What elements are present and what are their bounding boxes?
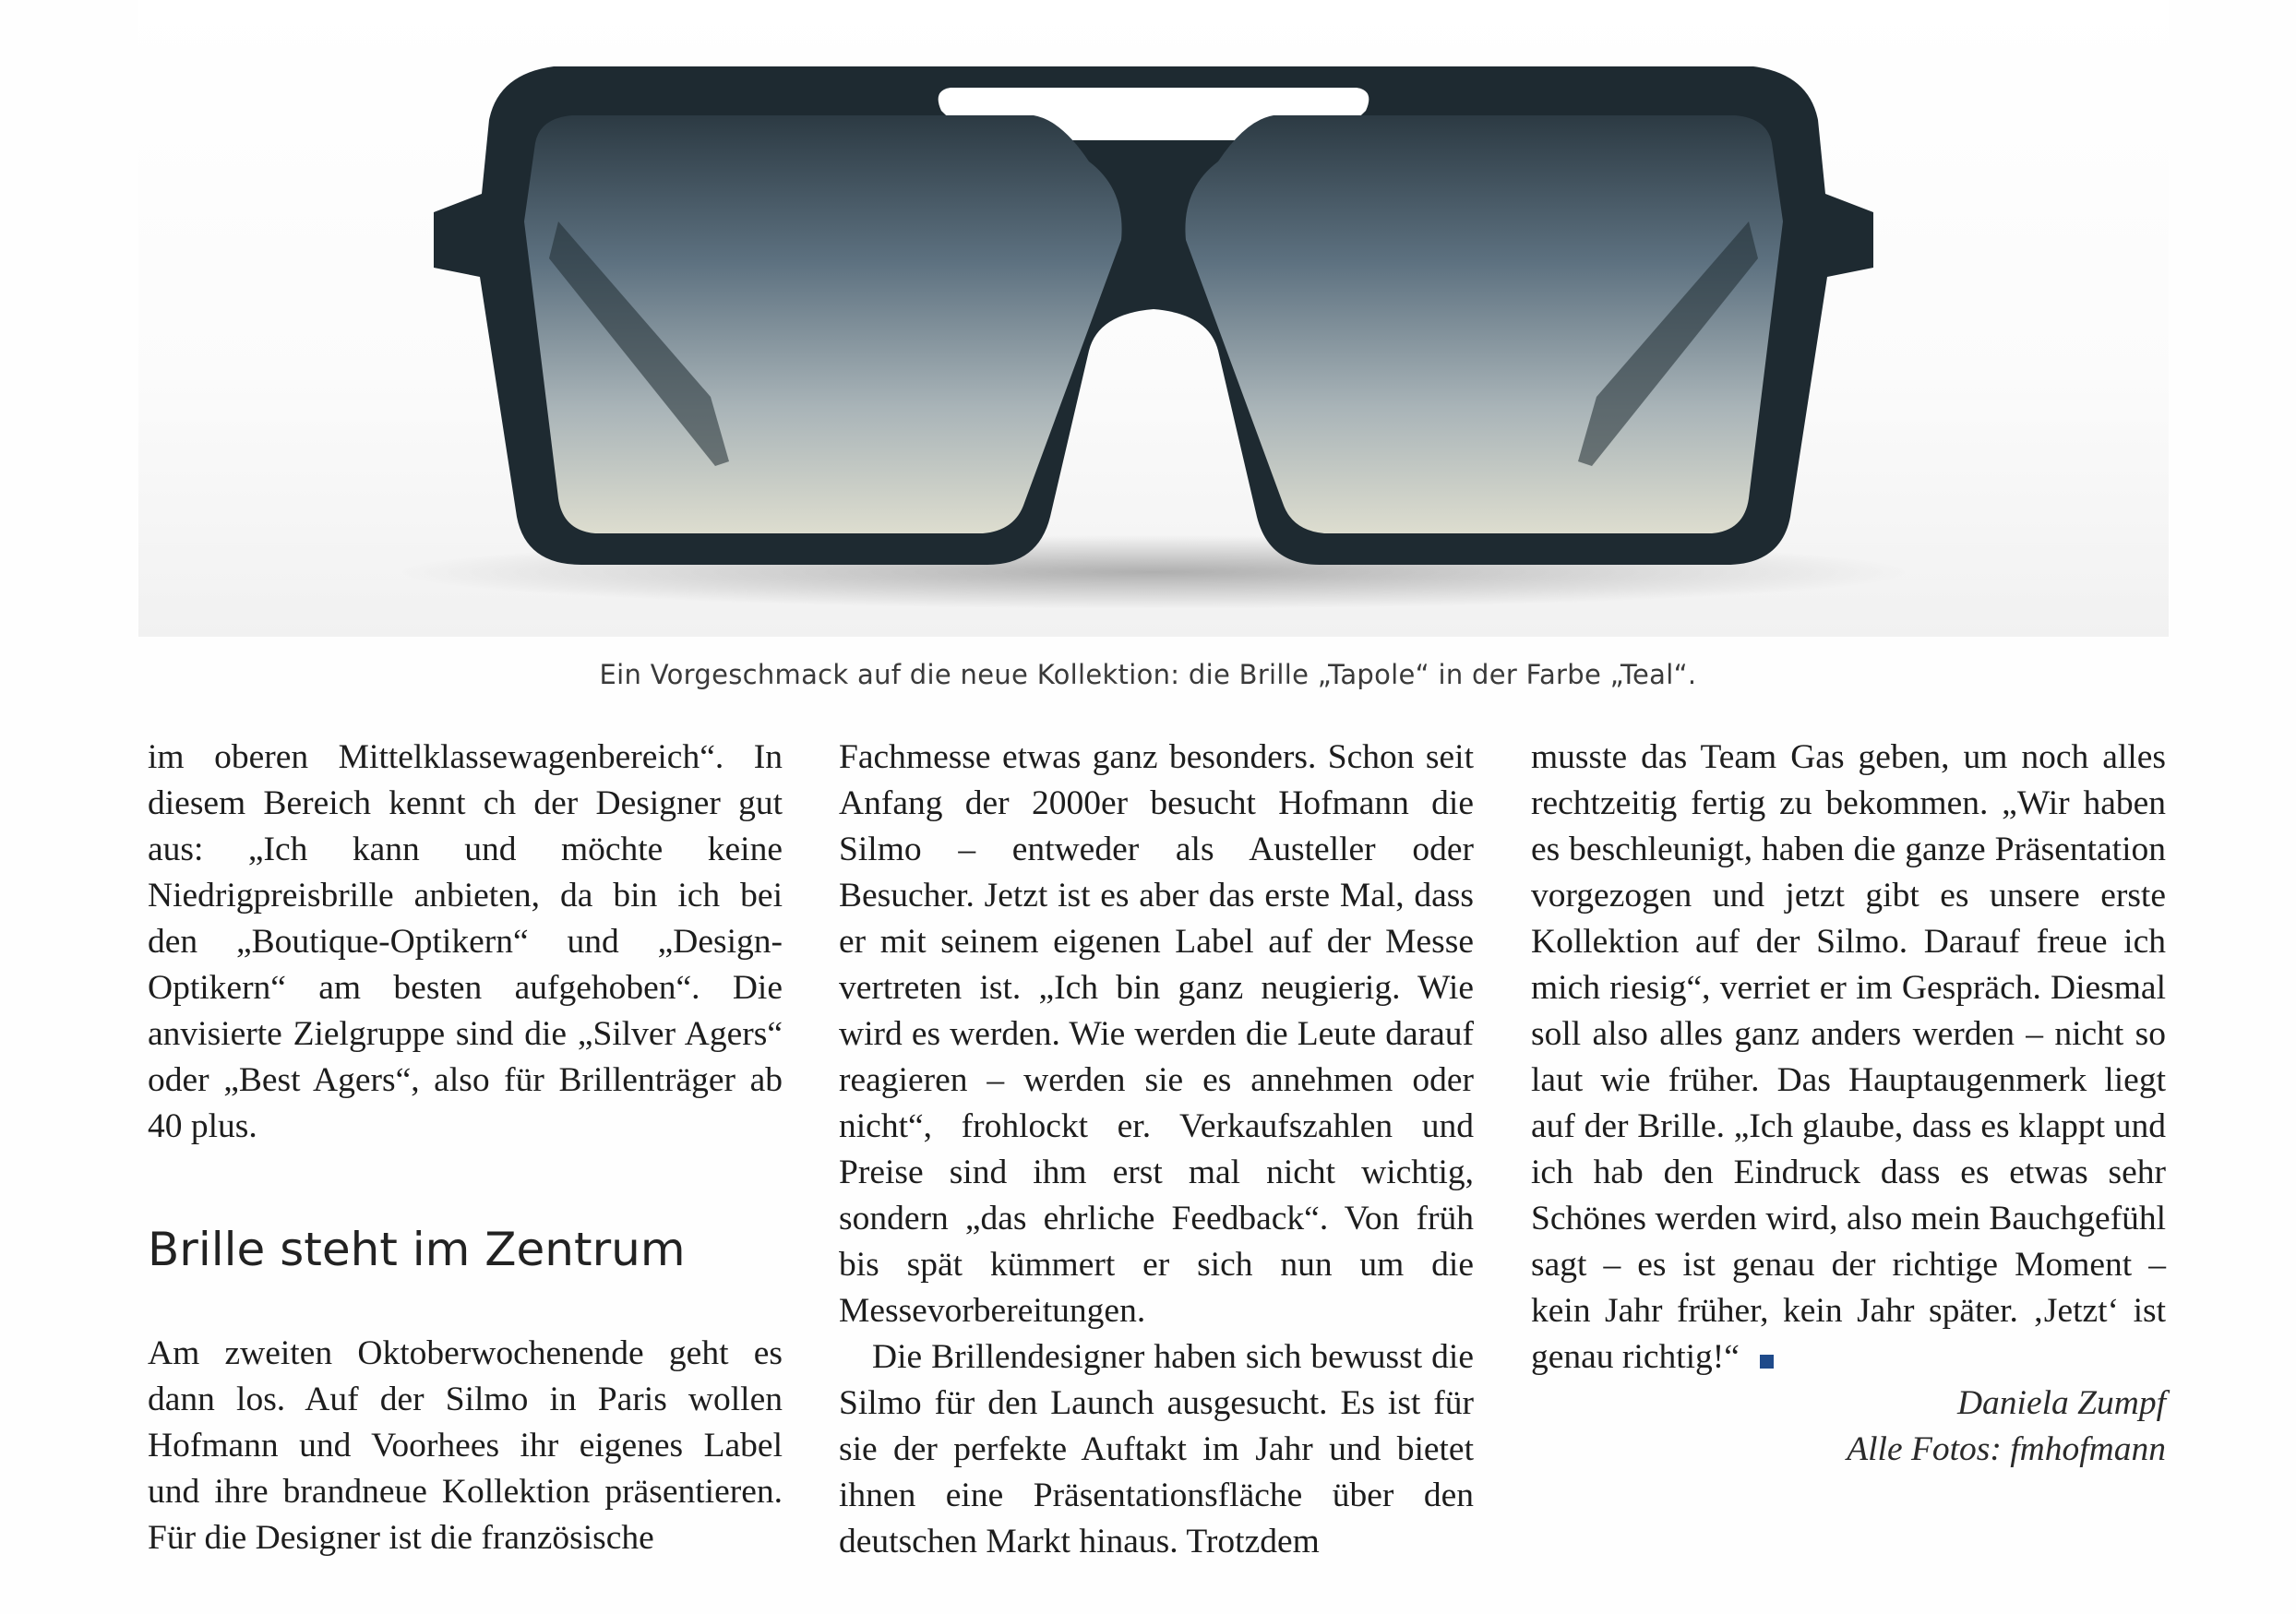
paragraph: Am zweiten Oktoberwochenende geht es dann los. Auf der Silmo in Paris wollen Hofmann und Voorhees ihr eigenes Label und ihre brandneue Kollektion präsentieren. Für die Designer ist die französische <box>148 1334 783 1557</box>
end-mark-icon <box>1760 1355 1774 1369</box>
paragraph-with-end-mark <box>1531 735 2166 1381</box>
paragraph: Fachmesse etwas ganz besonders. Schon seit Anfang der 2000er besucht Hofmann die Silmo – entweder als Austeller oder Besucher. Jetzt ist es aber das erste Mal, dass er mit seinem eigenen Label auf der Messe vertreten ist. „Ich bin ganz neugierig. Wie wird es werden. Wie werden die Leute darauf reagieren – werden sie es annehmen oder nicht“, frohlockt er. Verkaufszahlen und Preise sind ihm erst mal nicht wichtig, sondern „das ehrliche Feedback“. Von früh bis spät kümmert er sich nun um die Messevorbereitungen. <box>839 738 1474 1330</box>
paragraph-text: musste das Team Gas geben, um noch alles rechtzeitig fertig zu bekommen. „Wir haben es beschleunigt, haben die ganze Präsentation vorgezogen und jetzt gibt es unsere erste Kollektion auf der Silmo. Darauf freue ich mich riesig“, verriet er im Gespräch. Diesmal soll also alles ganz anders werden – nicht so laut wie früher. Das Hauptaugenmerk liegt auf der Brille. „Ich glaube, dass es klappt und ich hab den Eindruck dass es etwas sehr Schönes werden wird, also mein Bauchgefühl sagt – es ist genau der richtige Moment – kein Jahr früher, kein Jahr später. ‚Jetzt‘ ist genau richtig!“ <box>1531 738 2166 1376</box>
sunglasses-photo <box>138 0 2169 637</box>
author-name: Daniela Zumpf <box>1956 1384 2166 1422</box>
signature-block <box>1531 1381 2166 1473</box>
paragraph: Die Brillendesigner haben sich bewusst die Silmo für den Launch ausgesucht. Es ist für sie der perfekte Auftakt im Jahr und bietet ihnen eine Präsentationsfläche über den deutschen Markt hinaus. Trotzdem <box>839 1338 1474 1560</box>
article-column-2 <box>839 735 1474 1565</box>
section-heading: Brille steht im Zentrum <box>148 1223 686 1276</box>
photo-caption: Ein Vorgeschmack auf die neue Kollektion: die Brille „Tapole“ in der Farbe „Teal“. <box>599 659 1697 690</box>
photo-credit: Alle Fotos: fmhofmann <box>1847 1430 2166 1468</box>
article-column-1 <box>148 735 783 1561</box>
sunglasses-illustration <box>138 0 2169 637</box>
article-column-3 <box>1531 735 2166 1473</box>
paragraph: im oberen Mittelklassewagenbereich“. In diesem Bereich kennt ch der Designer gut aus: „Ich kann und möchte keine Niedrigpreisbrille anbieten, da bin ich bei den „Boutique-Optikern“ und „Design-Optikern“ am besten aufgehoben“. Die anvisierte Zielgruppe sind die „Silver Agers“ oder „Best Agers“, also für Brillenträger ab 40 plus. <box>148 738 783 1145</box>
